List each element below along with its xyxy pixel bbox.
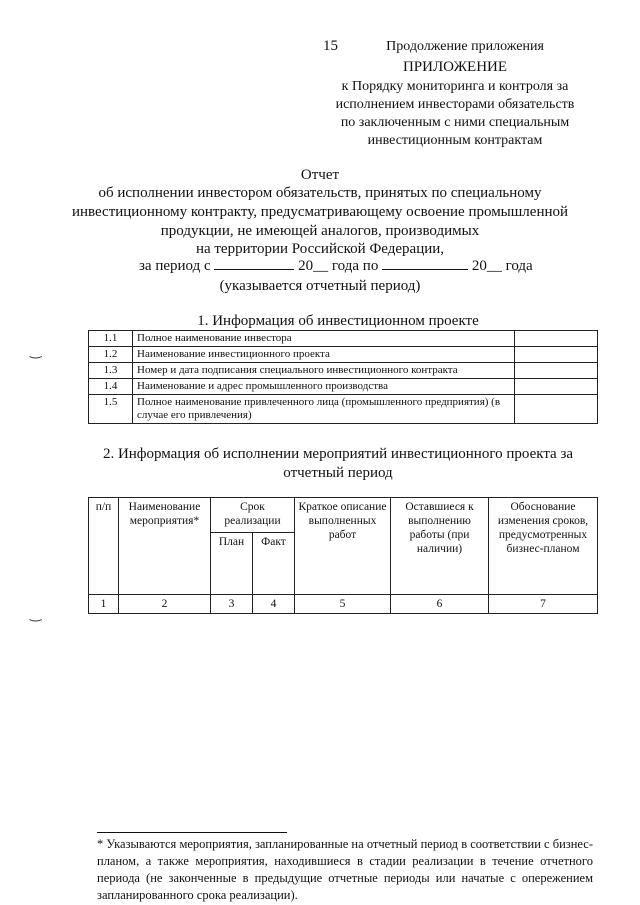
header-num: п/п <box>89 498 119 595</box>
row-label: Полное наименование инвестора <box>133 331 515 347</box>
header-remaining-work: Оставшиеся к выполнению работы (при наличии) <box>391 498 489 595</box>
activities-table <box>88 497 598 614</box>
column-number: 3 <box>211 595 253 614</box>
row-value-cell[interactable] <box>515 363 598 379</box>
row-value-cell[interactable] <box>515 331 598 347</box>
table-row <box>89 347 598 363</box>
section1-title: 1. Информация об инвестиционном проекте <box>197 313 479 329</box>
footnote-text: * Указываются мероприятия, запланированные на отчетный период в соответствии с бизнес-планом, а также мероприятия, находившиеся в стадии реализации в течение отчетного периода (не законченные в предыдущие отчетные периоды или начатые с опережением запланированного срока реализации). <box>97 837 593 902</box>
period-prefix: за период с <box>139 258 211 274</box>
period-year-2: 20__ года <box>471 258 533 274</box>
table-row <box>89 363 598 379</box>
row-label: Номер и дата подписания специального инвестиционного контракта <box>133 363 515 379</box>
binding-mark: ‿ <box>30 607 42 622</box>
column-number: 2 <box>119 595 211 614</box>
row-number: 1.5 <box>89 395 133 424</box>
report-subtitle-3: продукции, не имеющей аналогов, производимых <box>160 223 480 239</box>
reporting-period-line <box>139 257 533 275</box>
header-term: Срок реализации <box>211 498 295 533</box>
header-plan: План <box>211 533 253 595</box>
continuation-note: Продолжение приложения <box>386 39 544 54</box>
appendix-line-2: исполнением инвесторами обязательств <box>335 97 575 112</box>
header-fact: Факт <box>253 533 295 595</box>
row-label: Наименование и адрес промышленного производства <box>133 379 515 395</box>
appendix-label: ПРИЛОЖЕНИЕ <box>402 59 508 75</box>
appendix-line-1: к Порядку мониторинга и контроля за <box>341 79 569 94</box>
footnote-divider <box>97 832 287 833</box>
period-start-blank[interactable] <box>214 257 294 270</box>
page-number: 15 <box>323 38 338 54</box>
report-title: Отчет <box>300 167 340 183</box>
appendix-line-3: по заключенным с ними специальным <box>340 115 570 130</box>
row-value-cell[interactable] <box>515 379 598 395</box>
row-number: 1.2 <box>89 347 133 363</box>
row-label: Полное наименование привлеченного лица (промышленного предприятия) (в случае его привлечения) <box>133 395 515 424</box>
header-brief-description: Краткое описание выполненных работ <box>295 498 391 595</box>
report-subtitle-1: об исполнении инвестором обязательств, принятых по специальному <box>98 185 542 201</box>
row-number: 1.4 <box>89 379 133 395</box>
table-header-row <box>89 498 598 533</box>
column-number-row <box>89 595 598 614</box>
report-subtitle-4: на территории Российской Федерации, <box>195 241 445 257</box>
row-value-cell[interactable] <box>515 395 598 424</box>
report-subtitle-2: инвестиционному контракту, предусматривающему освоение промышленной <box>71 204 569 220</box>
table-row <box>89 379 598 395</box>
appendix-line-4: инвестиционным контрактам <box>367 133 543 148</box>
period-year-1: 20__ года по <box>298 258 379 274</box>
header-justification: Обоснование изменения сроков, предусмотренных бизнес-планом <box>489 498 598 595</box>
period-note: (указывается отчетный период) <box>219 278 421 294</box>
project-info-table <box>88 330 598 424</box>
row-number: 1.3 <box>89 363 133 379</box>
table-row <box>89 395 598 424</box>
row-label: Наименование инвестиционного проекта <box>133 347 515 363</box>
row-value-cell[interactable] <box>515 347 598 363</box>
header-activity-name: Наименование мероприятия* <box>119 498 211 595</box>
column-number: 6 <box>391 595 489 614</box>
section2-title-line-2: отчетный период <box>283 465 393 481</box>
binding-mark: ‿ <box>30 344 42 359</box>
period-end-blank[interactable] <box>382 257 468 270</box>
column-number: 1 <box>89 595 119 614</box>
column-number: 5 <box>295 595 391 614</box>
section2-title-line-1: 2. Информация об исполнении мероприятий инвестиционного проекта за <box>102 446 574 462</box>
table-row <box>89 331 598 347</box>
column-number: 4 <box>253 595 295 614</box>
row-number: 1.1 <box>89 331 133 347</box>
column-number: 7 <box>489 595 598 614</box>
